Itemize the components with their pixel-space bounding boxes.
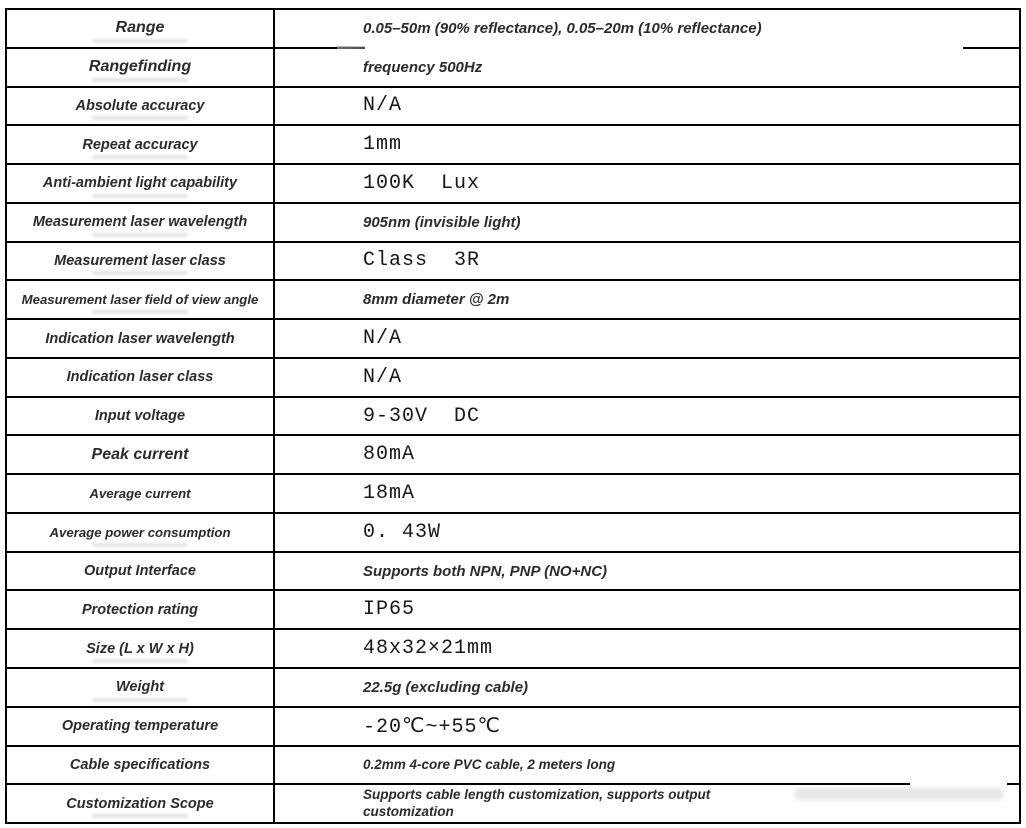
spec-value-text: 100K Lux (363, 171, 481, 195)
table-row (7, 126, 1019, 165)
spec-value-text: 80mA (363, 443, 416, 467)
table-row (7, 281, 1019, 320)
spec-value-text: 0.2mm 4-core PVC cable, 2 meters long (363, 757, 616, 773)
spec-label: Indication laser class (7, 359, 275, 396)
spec-label: Range (7, 10, 275, 47)
spec-value (275, 591, 1019, 628)
spec-value-text: N/A (363, 365, 403, 389)
table-row (7, 669, 1019, 708)
spec-label: Indication laser wavelength (7, 320, 275, 357)
spec-label: Peak current (7, 436, 275, 473)
table-row (7, 514, 1019, 553)
spec-label: Customization Scope (7, 785, 275, 822)
spec-label: Size (L x W x H) (7, 630, 275, 667)
spec-value (275, 88, 1019, 125)
spec-label: Average power consumption (7, 514, 275, 551)
spec-label: Cable specifications (7, 747, 275, 784)
spec-value (275, 630, 1019, 667)
table-row (7, 359, 1019, 398)
spec-label: Measurement laser class (7, 243, 275, 280)
scan-artifact (795, 788, 1003, 800)
table-row (7, 398, 1019, 437)
table-row (7, 88, 1019, 127)
spec-value-text: N/A (363, 94, 403, 118)
spec-label: Operating temperature (7, 708, 275, 745)
spec-value-text: IP65 (363, 598, 416, 622)
table-row (7, 630, 1019, 669)
table-row (7, 49, 1019, 88)
spec-value-text: Supports cable length customization, supports output customization (363, 786, 715, 819)
spec-label: Rangefinding (7, 49, 275, 86)
table-row (7, 165, 1019, 204)
spec-value (275, 320, 1019, 357)
spec-value-text: 8mm diameter @ 2m (363, 291, 510, 309)
spec-label: Absolute accuracy (7, 88, 275, 125)
spec-value-text: 1mm (363, 133, 403, 157)
table-row (7, 553, 1019, 592)
spec-label: Anti-ambient light capability (7, 165, 275, 202)
spec-value (275, 165, 1019, 202)
table-row (7, 320, 1019, 359)
spec-value-text: 0. 43W (363, 520, 442, 544)
spec-value (275, 49, 1019, 86)
spec-value (275, 475, 1019, 512)
spec-label: Output Interface (7, 553, 275, 590)
spec-value (275, 708, 1019, 745)
spec-value (275, 243, 1019, 280)
table-row (7, 10, 1019, 49)
spec-label: Average current (7, 475, 275, 512)
spec-value-text: Supports both NPN, PNP (NO+NC) (363, 562, 608, 580)
spec-value (275, 669, 1019, 706)
spec-value-text: 0.05–50m (90% reflectance), 0.05–20m (10% reflectance) (363, 19, 762, 37)
spec-label: Repeat accuracy (7, 126, 275, 163)
table-row (7, 708, 1019, 747)
spec-value-text: 22.5g (excluding cable) (363, 678, 529, 696)
spec-value-text: Class 3R (363, 249, 481, 273)
scan-artifact (910, 783, 1007, 785)
spec-value (275, 359, 1019, 396)
spec-label: Weight (7, 669, 275, 706)
spec-value (275, 10, 1019, 47)
spec-value (275, 747, 1019, 784)
spec-value-text: 9-30V DC (363, 404, 481, 428)
table-row (7, 591, 1019, 630)
table-row (7, 785, 1019, 822)
table-row (7, 436, 1019, 475)
spec-value-text: 905nm (invisible light) (363, 213, 521, 231)
spec-value-text: -20℃~+55℃ (363, 716, 501, 740)
spec-value (275, 553, 1019, 590)
table-row (7, 243, 1019, 282)
spec-label: Input voltage (7, 398, 275, 435)
spec-value (275, 126, 1019, 163)
table-row (7, 747, 1019, 786)
spec-value-text: 48x32×21mm (363, 637, 494, 661)
spec-value (275, 436, 1019, 473)
spec-value-text: N/A (363, 327, 403, 350)
spec-label: Measurement laser field of view angle (7, 281, 275, 318)
spec-value (275, 514, 1019, 551)
spec-label: Measurement laser wavelength (7, 204, 275, 241)
spec-value (275, 398, 1019, 435)
table-row (7, 475, 1019, 514)
spec-value (275, 281, 1019, 318)
spec-value-text: frequency 500Hz (363, 58, 483, 76)
table-row (7, 204, 1019, 243)
spec-table (5, 8, 1021, 824)
spec-label: Protection rating (7, 591, 275, 628)
spec-value-text: 18mA (363, 482, 416, 506)
spec-value (275, 204, 1019, 241)
